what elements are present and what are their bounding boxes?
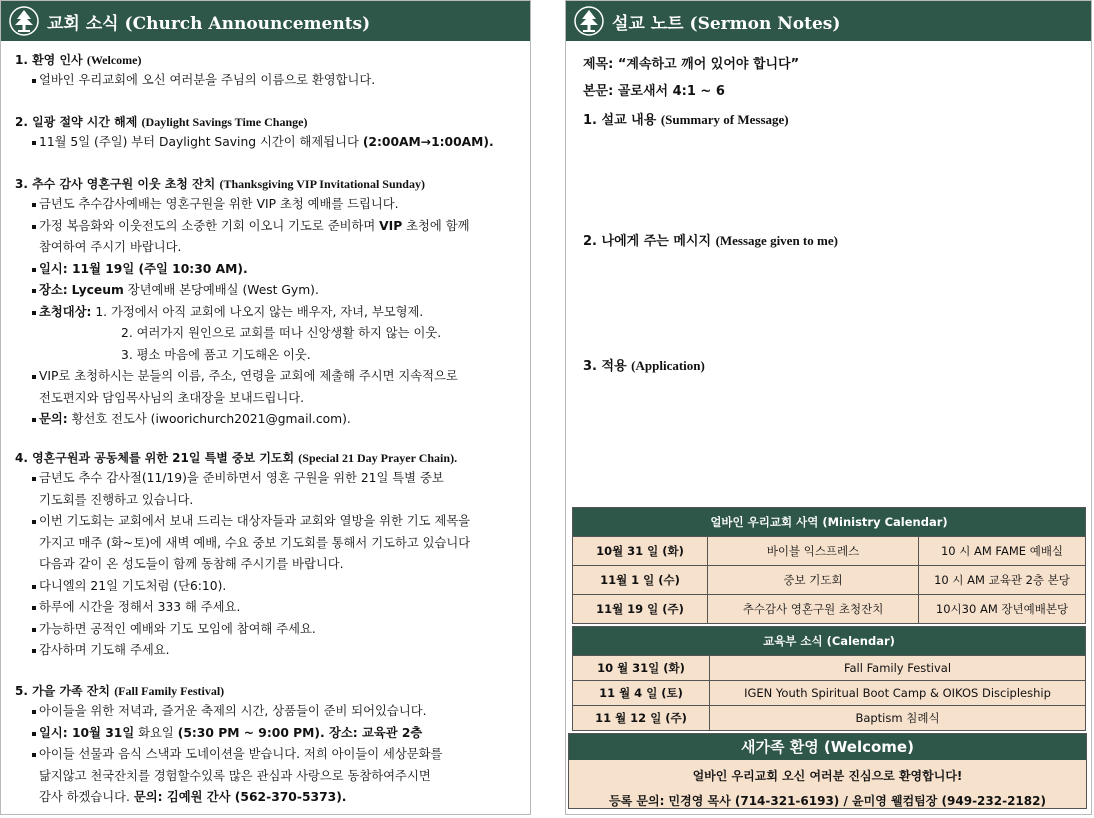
list-item-date: 일시: 11월 19일 (주일 10:30 AM).: [15, 259, 522, 281]
list-item: 아이들 선물과 음식 스낵과 도네이션을 받습니다. 저희 아이들이 세상문화를: [15, 744, 522, 766]
list-item: 11월 5일 (주일) 부터 Daylight Saving 시간이 해제됩니다 (2:00AM→1:00AM).: [15, 132, 522, 154]
ministry-calendar-title: 얼바인 우리교회 사역 (Ministry Calendar): [573, 508, 1086, 537]
table-row: 11월 19 일 (주) 추수감사 영혼구원 초청잔치 10시30 AM 장년예배본당: [573, 595, 1086, 624]
list-item: 가능하면 공적인 예배와 기도 모임에 참여해 주세요.: [15, 619, 522, 641]
table-row: 10 월 31일 (화) Fall Family Festival: [573, 656, 1086, 681]
table-row: 11월 1 일 (수) 중보 기도회 10 시 AM 교육관 2층 본당: [573, 566, 1086, 595]
list-item-date: 일시: 10월 31일 화요일 (5:30 PM ~ 9:00 PM). 장소: 교육관 2층: [15, 723, 522, 745]
section-festival: [15, 682, 522, 809]
list-item: 이번 기도회는 교회에서 보내 드리는 대상자들과 교회와 열방을 위한 기도 제목을: [15, 511, 522, 533]
section-thanksgiving: [15, 175, 522, 431]
list-item-cont: 전도편지와 담임목사님의 초대장을 보내드립니다.: [39, 390, 305, 405]
list-item-target-3: 3. 평소 마음에 품고 기도해온 이웃.: [121, 347, 311, 362]
list-item: 다니엘의 21일 기도처럼 (단6:10).: [15, 576, 522, 598]
section-prayer: [15, 449, 522, 662]
list-item: 얼바인 우리교회에 오신 여러분을 주님의 이름으로 환영합니다.: [15, 70, 522, 92]
section-title: 1. 환영 인사 (Welcome): [15, 53, 142, 67]
section-title: 3. 추수 감사 영혼구원 이웃 초청 잔치 (Thanksgiving VIP Invitational Sunday): [15, 177, 425, 191]
list-item: 금년도 추수 감사절(11/19)을 준비하면서 영혼 구원을 위한 21일 특별 중보: [15, 468, 522, 490]
list-item-cont: 가지고 매주 (화~토)에 새벽 예배, 수요 중보 기도회를 통해서 기도하고 있습니다: [39, 535, 471, 550]
message-heading: 2. 나에게 주는 메시지 (Message given to me): [583, 233, 838, 249]
section-welcome: [15, 51, 522, 92]
education-calendar: [572, 626, 1086, 731]
list-item-contact: 문의: 황선호 전도사 (iwoorichurch2021@gmail.com).: [15, 409, 522, 431]
list-item: 하루에 시간을 정해서 333 해 주세요.: [15, 597, 522, 619]
sermon-title: 설교 노트 (Sermon Notes): [612, 13, 841, 34]
list-item: VIP로 초청하시는 분들의 이름, 주소, 연령을 교회에 제출해 주시면 지속적으로: [15, 366, 522, 388]
education-calendar-title: 교육부 소식 (Calendar): [573, 627, 1086, 656]
sermon-header: [566, 1, 1091, 41]
table-row: 11 월 4 일 (토) IGEN Youth Spiritual Boot Camp & OIKOS Discipleship: [573, 681, 1086, 706]
section-title: 4. 영혼구원과 공동체를 위한 21일 특별 중보 기도회 (Special 21 Day Prayer Chain).: [15, 451, 458, 465]
list-item-target-2: 2. 여러가지 원인으로 교회를 떠나 신앙생활 하지 않는 이웃.: [121, 326, 442, 340]
list-item-cont: 닮지않고 천국잔치를 경험할수있록 많은 관심과 사랑으로 동참하여주시면: [39, 768, 431, 783]
list-item-cont: 기도회를 진행하고 있습니다.: [39, 492, 194, 507]
church-tree-logo-icon: [9, 6, 39, 36]
list-item: 가정 복음화와 이웃전도의 소중한 기회 이오니 기도로 준비하며 VIP 초청에 함께: [15, 216, 522, 238]
announcements-panel: [0, 0, 531, 815]
welcome-line: 얼바인 우리교회 오신 여러분 진심으로 환영합니다!: [692, 769, 963, 783]
sermon-subject: 제목: “계속하고 깨어 있어야 합니다”: [583, 57, 800, 72]
list-item-place: 장소: Lyceum 장년예배 본당예배실 (West Gym).: [15, 280, 522, 302]
welcome-title: 새가족 환영 (Welcome): [569, 734, 1086, 760]
table-row: 10월 31 일 (화) 바이블 익스프레스 10 시 AM FAME 예배실: [573, 537, 1086, 566]
section-title: 5. 가을 가족 잔치 (Fall Family Festival): [15, 684, 225, 698]
section-dst: [15, 113, 522, 154]
list-item-cont: 다음과 같이 온 성도들이 함께 동참해 주시기를 바랍니다.: [39, 557, 344, 571]
table-row: 11 월 12 일 (주) Baptism 침례식: [573, 706, 1086, 731]
sermon-panel: [565, 0, 1092, 815]
summary-heading: 1. 설교 내용 (Summary of Message): [583, 112, 789, 128]
announcements-title: 교회 소식 (Church Announcements): [47, 13, 371, 34]
ministry-calendar: [572, 507, 1086, 624]
list-item: 금년도 추수감사예배는 영혼구원을 위한 VIP 초청 예배를 드립니다.: [15, 194, 522, 216]
list-item-cont: 감사 하겠습니다. 문의: 김예원 간사 (562-370-5373).: [39, 790, 347, 804]
registration-contact: 등록 문의: 민경영 목사 (714-321-6193) / 윤미영 웰컴팀장 (949-232-2182): [609, 794, 1046, 808]
list-item: 감사하며 기도해 주세요.: [15, 640, 522, 662]
section-title: 2. 일광 절약 시간 해제 (Daylight Savings Time Change): [15, 115, 308, 129]
announcements-header: [1, 1, 530, 41]
church-tree-logo-icon: [574, 6, 604, 36]
application-heading: 3. 적용 (Application): [583, 358, 705, 374]
list-item-target: 초청대상: 1. 가정에서 아직 교회에 나오지 않는 배우자, 자녀, 부모형제.: [15, 302, 522, 324]
sermon-passage: 본문: 골로새서 4:1 ~ 6: [583, 84, 725, 99]
new-family-welcome: [568, 733, 1087, 809]
list-item-cont: 참여하여 주시기 바랍니다.: [39, 240, 182, 254]
list-item: 아이들을 위한 저녁과, 즐거운 축제의 시간, 상품들이 준비 되어있습니다.: [15, 701, 522, 723]
